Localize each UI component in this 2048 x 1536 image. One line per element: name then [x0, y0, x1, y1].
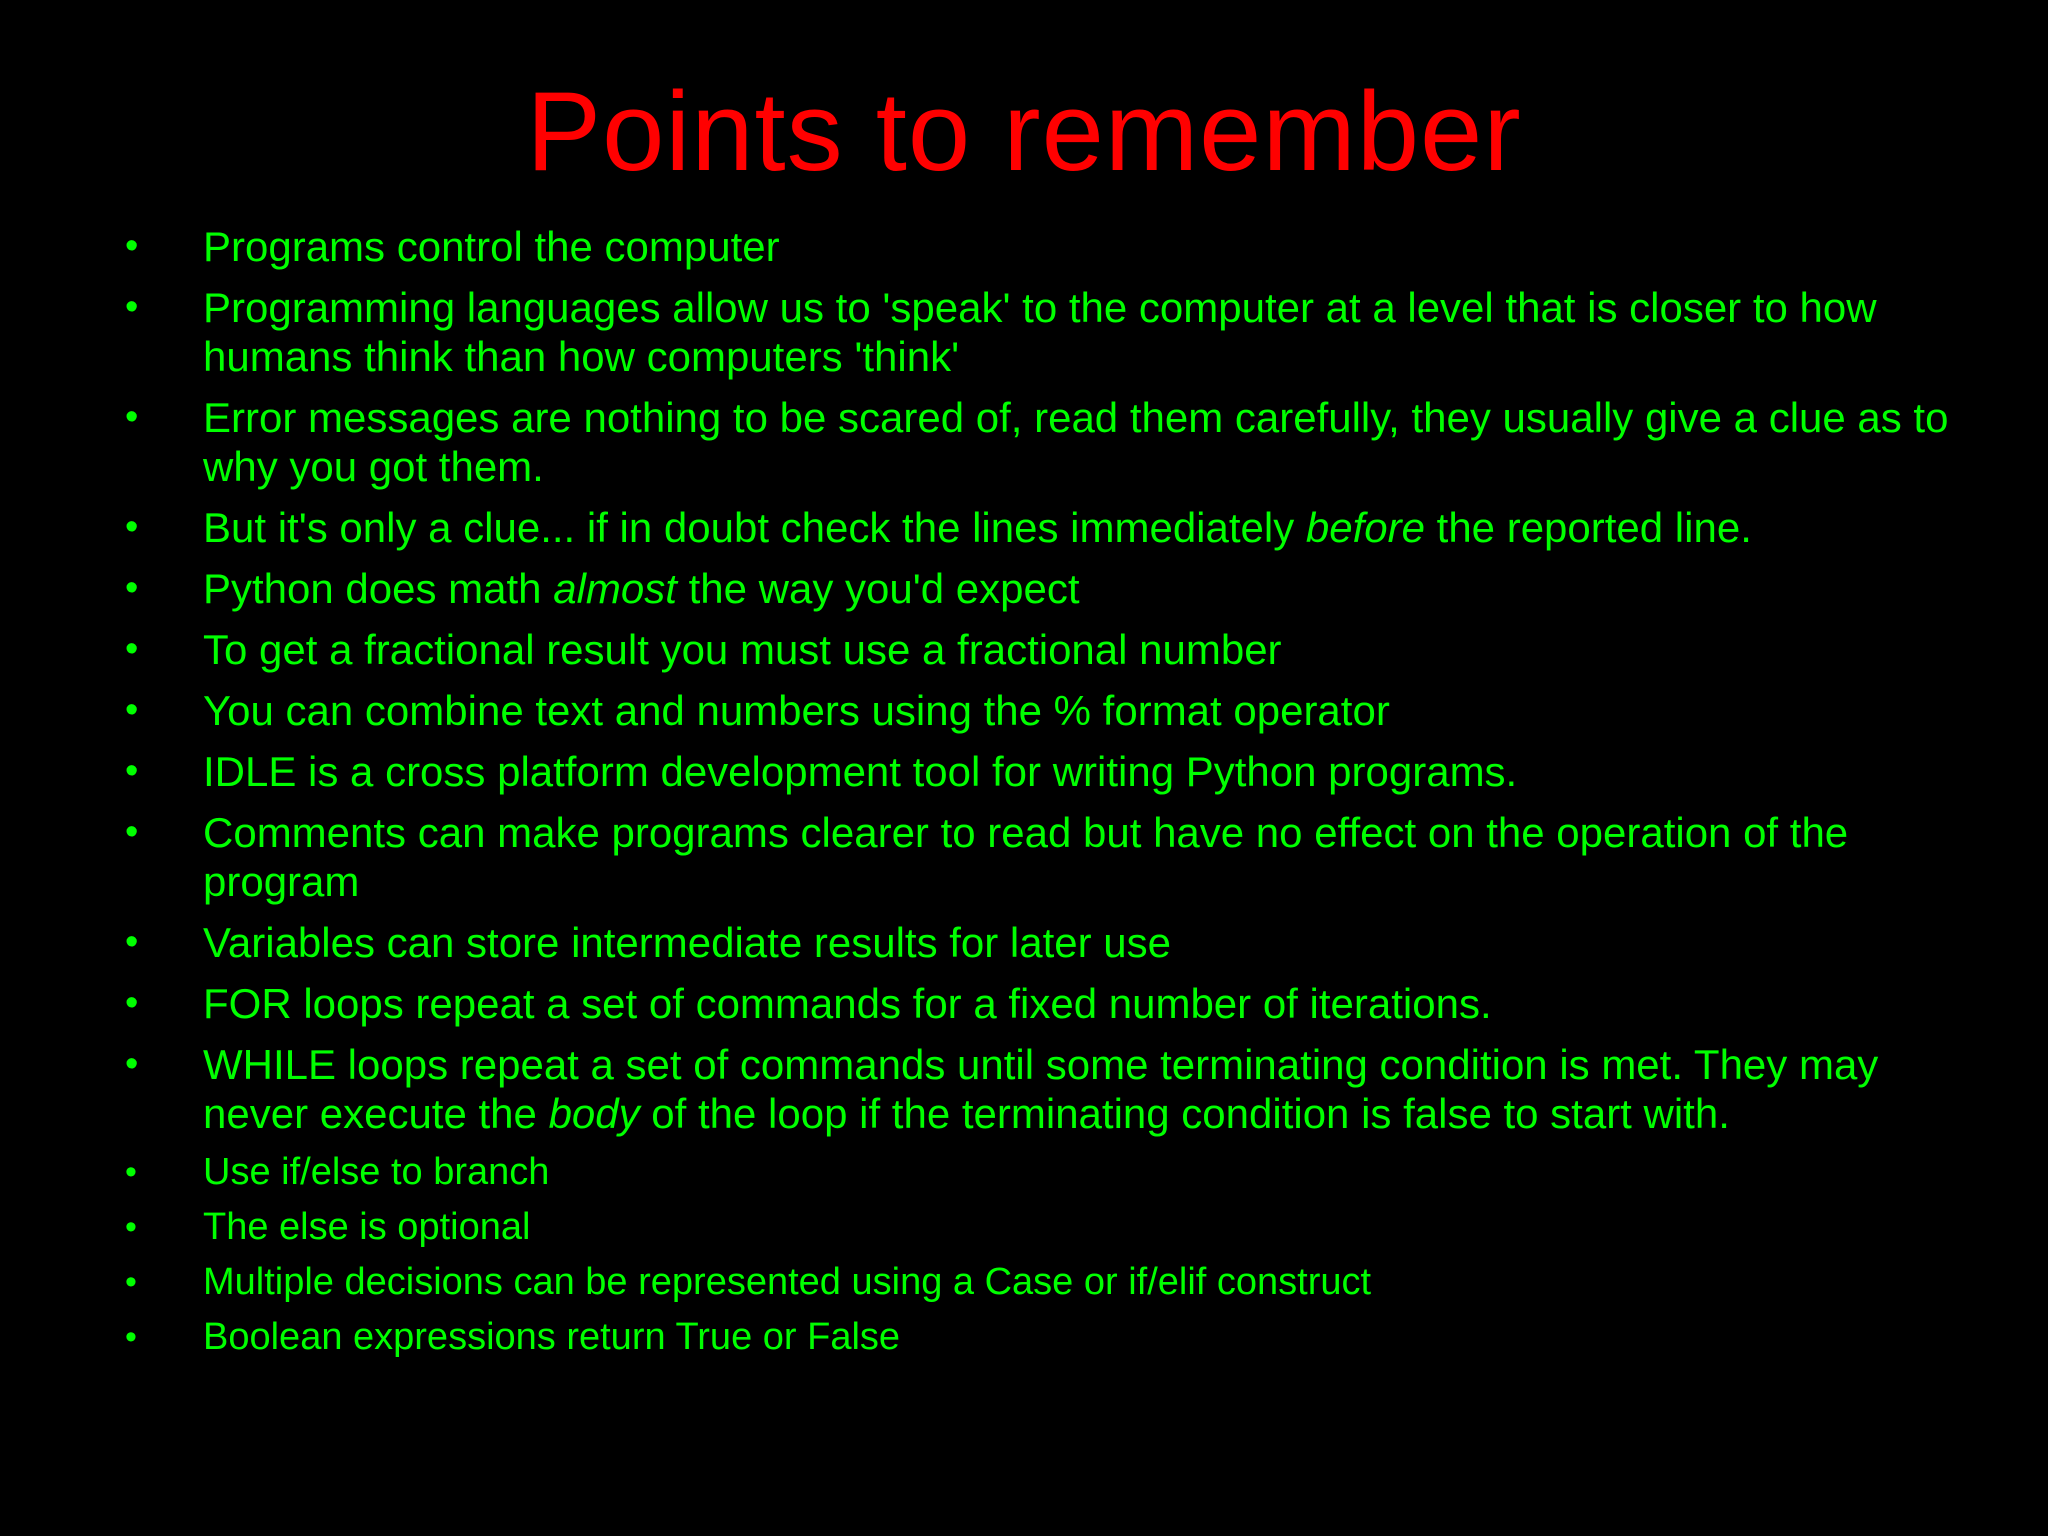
bullet-item — [0, 918, 2048, 967]
bullet-dot-icon: • — [125, 982, 139, 1024]
bullet-dot-icon: • — [125, 567, 139, 609]
bullet-text-run: WHILE loops repeat a set of commands until some terminating condition is met. They may never execute the — [203, 1041, 1879, 1137]
bullet-dot-icon: • — [125, 750, 139, 792]
bullet-text-run: Error messages are nothing to be scared of, read them carefully, they usually give a clue as to why you got them. — [203, 394, 1949, 490]
bullet-item — [0, 222, 2048, 271]
bullet-dot-icon: • — [125, 921, 139, 963]
bullet-text-run: the reported line. — [1424, 504, 1752, 551]
bullet-item — [0, 1315, 2048, 1359]
bullet-item — [0, 503, 2048, 552]
bullet-item — [0, 1040, 2048, 1138]
bullet-text — [203, 284, 1877, 380]
bullet-text — [203, 1041, 1878, 1137]
bullet-dot-icon: • — [125, 628, 139, 670]
bullet-item — [0, 283, 2048, 381]
bullet-text — [203, 504, 1752, 551]
bullet-item — [0, 393, 2048, 491]
bullet-dot-icon: • — [125, 1208, 137, 1246]
bullet-text-italic: almost — [553, 565, 677, 612]
bullet-text — [203, 1206, 530, 1248]
bullet-text — [203, 626, 1282, 673]
bullet-text-run: You can combine text and numbers using the % format operator — [203, 687, 1390, 734]
bullet-dot-icon: • — [125, 689, 139, 731]
bullet-item — [0, 747, 2048, 796]
bullet-text — [203, 1261, 1371, 1303]
bullet-item — [0, 808, 2048, 906]
bullet-text — [203, 223, 780, 270]
bullet-text-run: Multiple decisions can be represented using a Case or if/elif construct — [203, 1261, 1372, 1303]
bullet-text-italic: body — [548, 1090, 640, 1137]
bullet-text-run: Programming languages allow us to 'speak' to the computer at a level that is closer to how humans think than how computers 'think' — [203, 284, 1877, 380]
bullet-text — [203, 1151, 549, 1193]
bullet-dot-icon: • — [125, 1153, 137, 1191]
bullet-dot-icon: • — [125, 506, 139, 548]
bullet-text — [203, 809, 1848, 905]
bullet-dot-icon: • — [125, 811, 139, 853]
bullet-item — [0, 686, 2048, 735]
bullet-item — [0, 979, 2048, 1028]
bullet-item — [0, 625, 2048, 674]
bullet-text-run: FOR loops repeat a set of commands for a fixed number of iterations. — [203, 980, 1492, 1027]
bullet-dot-icon: • — [125, 1263, 137, 1301]
bullet-text — [203, 980, 1492, 1027]
bullet-list — [0, 222, 2048, 1370]
bullet-text-run: the way you'd expect — [676, 565, 1080, 612]
bullet-item — [0, 1260, 2048, 1304]
bullet-dot-icon: • — [125, 396, 139, 438]
bullet-text-run: To get a fractional result you must use a fractional number — [203, 626, 1282, 673]
bullet-item — [0, 564, 2048, 613]
bullet-text-run: Programs control the computer — [203, 223, 780, 270]
bullet-dot-icon: • — [125, 1318, 137, 1356]
bullet-text-italic: before — [1305, 504, 1425, 551]
bullet-text — [203, 565, 1080, 612]
bullet-dot-icon: • — [125, 225, 139, 267]
bullet-dot-icon: • — [125, 286, 139, 328]
bullet-text-run: Use if/else to branch — [203, 1151, 550, 1193]
bullet-dot-icon: • — [125, 1043, 139, 1085]
bullet-text-run: Variables can store intermediate results for later use — [203, 919, 1172, 966]
bullet-text-run: Comments can make programs clearer to read but have no effect on the operation of the program — [203, 809, 1849, 905]
bullet-text — [203, 748, 1517, 795]
bullet-text — [203, 1316, 900, 1358]
bullet-text-run: Python does math — [203, 565, 554, 612]
bullet-item — [0, 1150, 2048, 1194]
bullet-text-run: IDLE is a cross platform development tool for writing Python programs. — [203, 748, 1518, 795]
bullet-text — [203, 687, 1390, 734]
bullet-text-run: The else is optional — [203, 1206, 531, 1248]
bullet-text-run: But it's only a clue... if in doubt check the lines immediately — [203, 504, 1306, 551]
bullet-item — [0, 1205, 2048, 1249]
bullet-text — [203, 919, 1171, 966]
bullet-text-run: Boolean expressions return True or False — [203, 1316, 901, 1358]
bullet-text-run: of the loop if the terminating condition is false to start with. — [639, 1090, 1730, 1137]
slide-title: Points to remember — [526, 69, 1522, 194]
bullet-text — [203, 394, 1948, 490]
